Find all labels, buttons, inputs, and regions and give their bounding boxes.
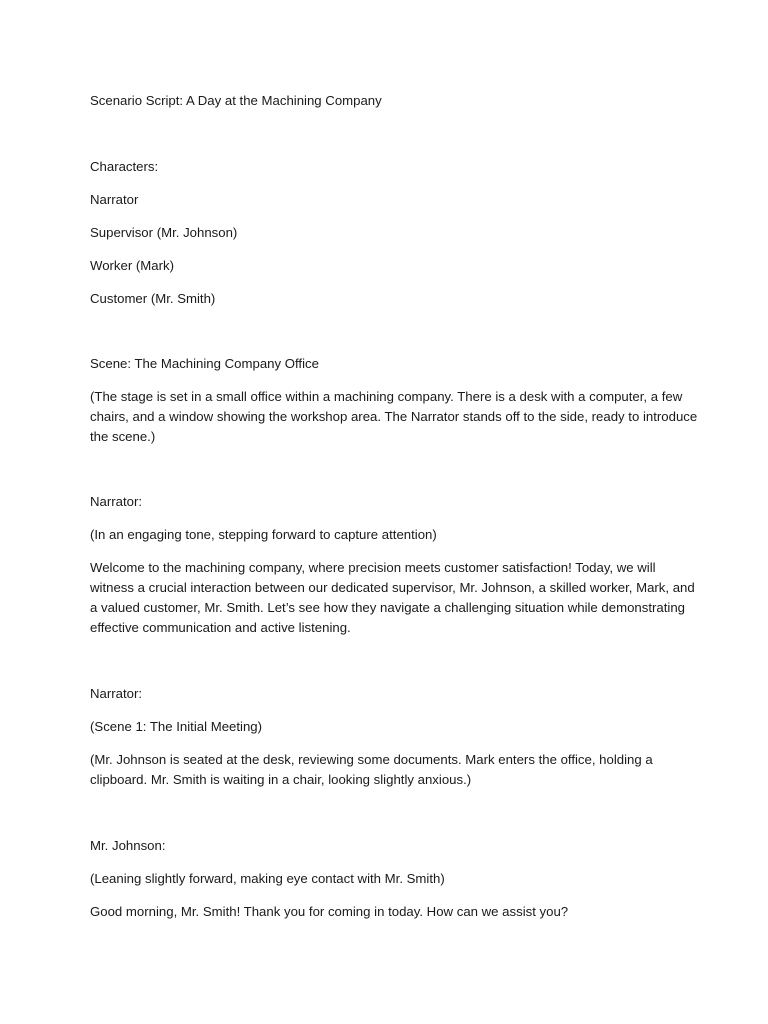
character-supervisor: Supervisor (Mr. Johnson) bbox=[90, 225, 238, 240]
characters-heading: Characters: bbox=[90, 159, 159, 174]
stage-direction-line: the scene.) bbox=[90, 429, 156, 444]
document-title: Scenario Script: A Day at the Machining Company bbox=[90, 93, 382, 108]
stage-direction: (In an engaging tone, stepping forward to capture attention) bbox=[90, 527, 437, 542]
character-customer: Customer (Mr. Smith) bbox=[90, 291, 216, 306]
scene-marker: (Scene 1: The Initial Meeting) bbox=[90, 719, 263, 734]
scene-heading: Scene: The Machining Company Office bbox=[90, 356, 319, 371]
dialogue-line: Welcome to the machining company, where precision meets customer satisfaction! Today, we will bbox=[90, 560, 656, 575]
character-narrator: Narrator bbox=[90, 192, 139, 207]
speaker-johnson: Mr. Johnson: bbox=[90, 838, 166, 853]
speaker-narrator: Narrator: bbox=[90, 494, 143, 509]
speaker-narrator: Narrator: bbox=[90, 686, 143, 701]
stage-direction: (Leaning slightly forward, making eye contact with Mr. Smith) bbox=[90, 871, 445, 886]
dialogue-line: witness a crucial interaction between our dedicated supervisor, Mr. Johnson, a skilled worker, Mark, and bbox=[90, 580, 695, 595]
stage-direction-line: (Mr. Johnson is seated at the desk, reviewing some documents. Mark enters the office, holding a bbox=[90, 752, 653, 767]
stage-direction-line: chairs, and a window showing the workshop area. The Narrator stands off to the side, ready to introduce bbox=[90, 409, 698, 424]
stage-direction-line: clipboard. Mr. Smith is waiting in a chair, looking slightly anxious.) bbox=[90, 772, 472, 787]
stage-direction-line: (The stage is set in a small office within a machining company. There is a desk with a computer, a few bbox=[90, 389, 683, 404]
dialogue-line: Good morning, Mr. Smith! Thank you for coming in today. How can we assist you? bbox=[90, 904, 569, 919]
character-worker: Worker (Mark) bbox=[90, 258, 175, 273]
dialogue-line: effective communication and active listening. bbox=[90, 620, 351, 635]
dialogue-line: a valued customer, Mr. Smith. Let’s see how they navigate a challenging situation while demonstrating bbox=[90, 600, 685, 615]
